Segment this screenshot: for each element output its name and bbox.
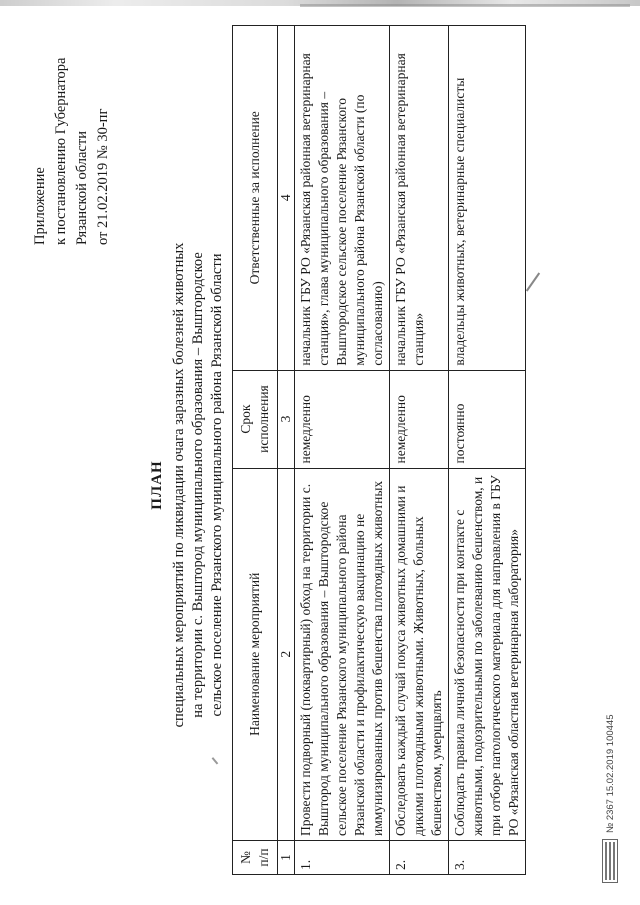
title-line: специальных мероприятий по ликвидации очага заразных болезней животных <box>171 242 187 728</box>
appendix-block <box>30 20 114 245</box>
row-number: 1. <box>295 841 390 875</box>
table-row <box>390 26 449 875</box>
header-term: Срок исполнения <box>233 370 278 468</box>
column-number: 1 <box>278 841 295 875</box>
header-number: № п/п <box>233 841 278 875</box>
row-number: 3. <box>449 841 526 875</box>
header-responsible: Ответственные за исполнение <box>233 26 278 371</box>
appendix-line: Приложение <box>32 167 48 245</box>
table-row <box>449 26 526 875</box>
title-line: сельское поселение Рязанского муниципального района Рязанской области <box>209 253 225 717</box>
appendix-line: Рязанской области <box>74 131 90 245</box>
column-number-row <box>278 26 295 875</box>
header-action: Наименование мероприятий <box>233 468 278 841</box>
column-number: 2 <box>278 468 295 841</box>
table-row <box>295 26 390 875</box>
row-responsible: начальник ГБУ РО «Рязанская районная ветеринарная станция», глава муниципального образования – Выштородское сельское поселение Рязанского муниципального района Рязанской области (по согласованию) <box>295 26 390 371</box>
column-number: 4 <box>278 26 295 371</box>
row-responsible: владельцы животных, ветеринарные специалисты <box>449 26 526 371</box>
registration-stamp <box>602 715 618 884</box>
plan-table <box>232 25 526 875</box>
title-heading: ПЛАН <box>149 460 165 510</box>
column-number: 3 <box>278 370 295 468</box>
appendix-line: от 21.02.2019 № 30-пг <box>95 108 111 245</box>
row-responsible: начальник ГБУ РО «Рязанская районная ветеринарная станция» <box>390 26 449 371</box>
pen-mark <box>526 272 540 291</box>
registry-logo-icon <box>602 839 618 883</box>
row-action: Обследовать каждый случай покуса животных домашними и дикими плотоядными животными. Животных, больных бешенством, умерщвлять <box>390 468 449 841</box>
table-header-row <box>233 26 278 875</box>
row-action: Провести подворный (поквартирный) обход на территории с. Выштород муниципального образования – Выштородское сельское поселение Рязанского муниципального района Рязанской области и профилактическую вакцинацию не иммунизированных против бешенства плотоядных животных <box>295 468 390 841</box>
row-term: немедленно <box>295 370 390 468</box>
appendix-line: к постановлению Губернатора <box>53 57 69 245</box>
row-term: немедленно <box>390 370 449 468</box>
row-action: Соблюдать правила личной безопасности при контакте с животными, подозрительными по заболеванию бешенством, и при отборе патологического материала для направления в ГБУ РО «Рязанская областная ветеринарная лаборатория» <box>449 468 526 841</box>
row-number: 2. <box>390 841 449 875</box>
title-line: на территории с. Выштород муниципального образования – Выштородское <box>190 252 206 718</box>
row-term: постоянно <box>449 370 526 468</box>
stamp-text: № 2367 15.02.2019 100445 <box>604 714 616 833</box>
document-title <box>148 155 227 815</box>
